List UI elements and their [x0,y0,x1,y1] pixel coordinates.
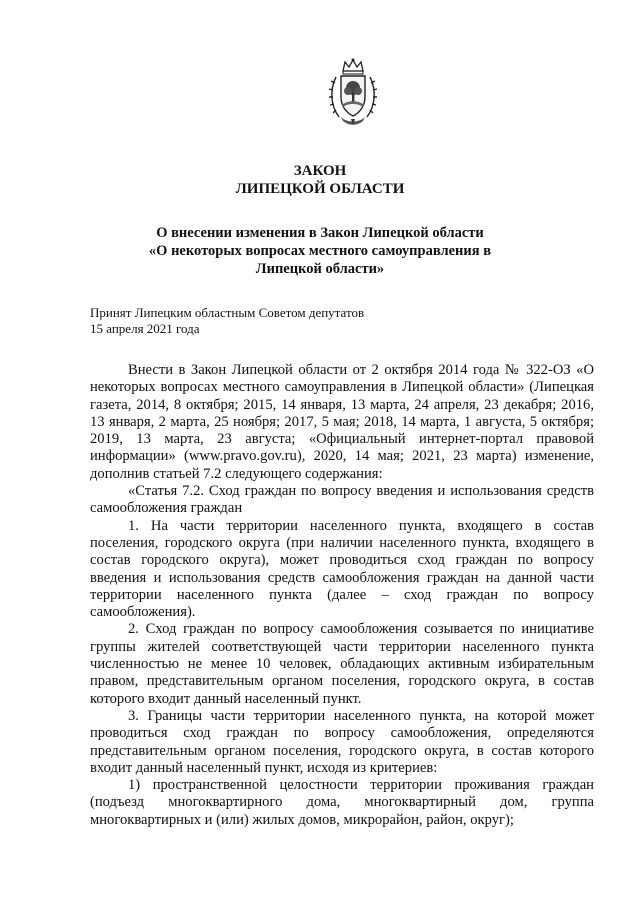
law-subtitle-line-1: О внесении изменения в Закон Липецкой области [156,225,484,241]
article-item-2: 2. Сход граждан по вопросу самообложения созывается по инициативе группы жителей соответствующей части территории населенного пункта численностью не менее 10 человек, обладающих активным избирательным правом, представительным органом поселения, городского округа, в состав которого входит данный населенный пункт. [90,621,594,707]
law-subtitle-line-2: «О некоторых вопросах местного самоуправления в [148,243,492,259]
article-item-3-1: 1) пространственной целостности территории проживания граждан (подъезд многоквартирного дома, многоквартирный дом, группа многоквартирных и (или) жилых домов, микрорайон, район, округ); [90,777,594,828]
adoption-date: 15 апреля 2021 года [90,321,200,336]
article-heading: «Статья 7.2. Сход граждан по вопросу введения и использования средств самообложения граждан [90,483,594,517]
adoption-note [90,305,364,337]
law-title [0,162,640,198]
article-item-3: 3. Границы части территории населенного пункта, на которой может проводиться сход граждан по вопросу самообложения, определяются представительным органом поселения, городского округа, в состав которого входит данный населенный пункт, исходя из критериев: [90,707,594,776]
intro-paragraph: Внести в Закон Липецкой области от 2 октября 2014 года № 322-ОЗ «О некоторых вопросах местного самоуправления в Липецкой области» (Липецкая газета, 2014, 8 октября; 2015, 14 января, 13 марта, 24 апреля, 23 декабря; 2016, 13 января, 2 марта, 25 ноября; 2017, 5 мая; 2018, 14 марта, 1 августа, 5 октября; 2019, 13 марта, 23 августа; «Официальный интернет-портал правовой информации» (www.pravo.gov.ru), 2020, 14 мая; 2021, 23 марта) изменение, дополнив статьей 7.2 следующего содержания: [90,362,594,482]
law-title-line-1: ЗАКОН [293,163,347,179]
article-item-1: 1. На части территории населенного пункта, входящего в состав поселения, городского округа (при наличии населенного пункта, входящего в состав городского округа), может проводиться сход граждан по вопросу введения и использования средств самообложения граждан на данной части территории населенного пункта (далее – сход граждан по вопросу самообложения). [90,517,594,621]
law-body [90,362,594,829]
law-subtitle [0,224,640,278]
adoption-line-1: Принят Липецким областным Советом депутатов [90,305,365,320]
law-subtitle-line-3: Липецкой области» [255,261,385,277]
coat-of-arms-icon [327,57,379,127]
law-title-line-2: ЛИПЕЦКОЙ ОБЛАСТИ [235,181,405,197]
